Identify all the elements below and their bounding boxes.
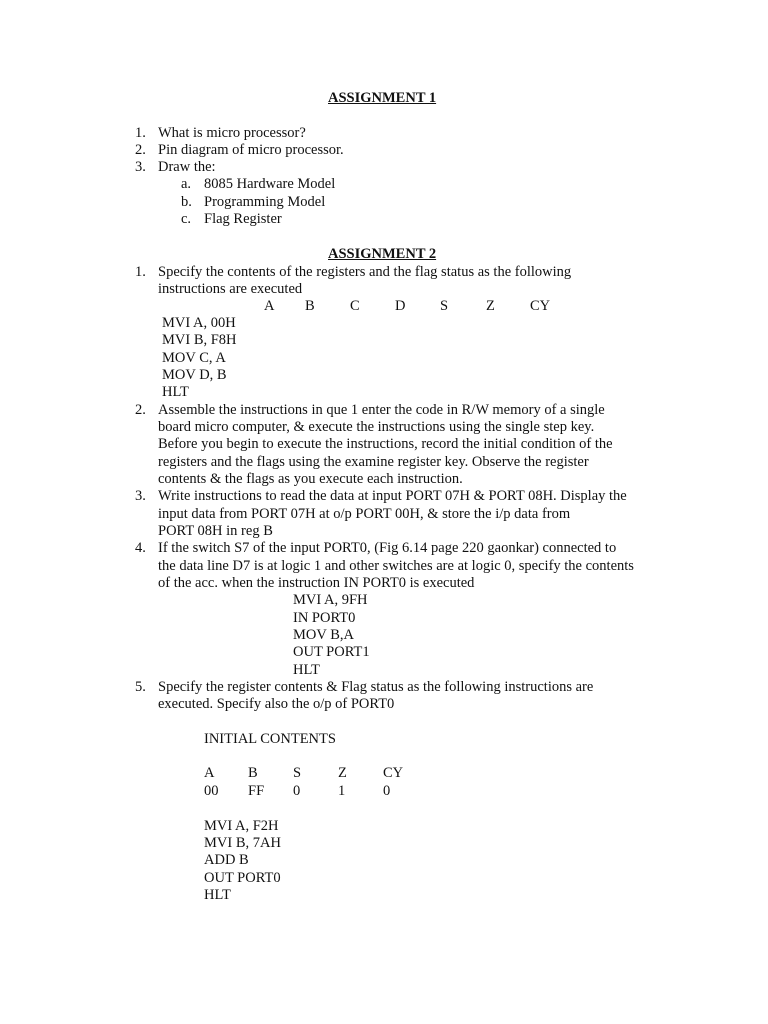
q5-number: 5. [135, 679, 146, 695]
q1-col-z: Z [486, 298, 495, 314]
q2-line-2: board micro computer, & execute the instructions using the single step key. [158, 419, 595, 435]
q2-line-5: contents & the flags as you execute each instruction. [158, 471, 463, 487]
q4-number: 4. [135, 540, 146, 556]
q5-header-cy: CY [383, 765, 404, 781]
q1-col-b: B [305, 298, 315, 314]
q1-col-s: S [440, 298, 449, 314]
q1-col-a: A [264, 298, 275, 314]
q1-line-1: Specify the contents of the registers and the flag status as the following [158, 264, 572, 280]
q5-code-line-4: OUT PORT0 [204, 870, 281, 886]
q3-number: 3. [135, 488, 146, 504]
q5-header-a: A [204, 765, 215, 781]
q4-code-line-1: MVI A, 9FH [293, 592, 368, 608]
q1-code-line-2: MVI B, F8H [162, 332, 237, 348]
q3-line-1: Write instructions to read the data at input PORT 07H & PORT 08H. Display the [158, 488, 627, 504]
q5-value-b: FF [248, 783, 265, 799]
q3-line-3: PORT 08H in reg B [158, 523, 273, 539]
a1-sub-a-text: 8085 Hardware Model [204, 176, 336, 192]
q5-line-1: Specify the register contents & Flag status as the following instructions are [158, 679, 594, 695]
q5-header-b: B [248, 765, 258, 781]
q1-col-c: C [350, 298, 360, 314]
q3-line-2: input data from PORT 07H at o/p PORT 00H, & store the i/p data from [158, 506, 571, 522]
q2-line-3: Before you begin to execute the instructions, record the initial condition of the [158, 436, 613, 452]
q5-line-2: executed. Specify also the o/p of PORT0 [158, 696, 395, 712]
q5-value-z: 1 [338, 783, 346, 799]
q1-code-line-5: HLT [162, 384, 189, 400]
a1-item-2-text: Pin diagram of micro processor. [158, 142, 344, 158]
q4-code-line-3: MOV B,A [293, 627, 354, 643]
q5-value-s: 0 [293, 783, 301, 799]
a1-item-1-number: 1. [135, 125, 146, 141]
q5-header-s: S [293, 765, 302, 781]
q1-col-cy: CY [530, 298, 551, 314]
q4-code-line-4: OUT PORT1 [293, 644, 370, 660]
q4-line-2: the data line D7 is at logic 1 and other switches are at logic 0, specify the contents [158, 558, 634, 574]
q5-value-cy: 0 [383, 783, 391, 799]
q1-code-line-4: MOV D, B [162, 367, 227, 383]
q5-code-line-3: ADD B [204, 852, 249, 868]
assignment-2-heading: ASSIGNMENT 2 [328, 246, 437, 262]
q4-line-1: If the switch S7 of the input PORT0, (Fig 6.14 page 220 gaonkar) connected to [158, 540, 617, 556]
q5-header-z: Z [338, 765, 347, 781]
a1-item-2-number: 2. [135, 142, 146, 158]
a1-item-3-text: Draw the: [158, 159, 216, 175]
a1-item-3-number: 3. [135, 159, 146, 175]
q5-code-line-5: HLT [204, 887, 231, 903]
q4-line-3: of the acc. when the instruction IN PORT0 is executed [158, 575, 475, 591]
q1-number: 1. [135, 264, 146, 280]
q1-code-line-3: MOV C, A [162, 350, 226, 366]
a1-sub-c-text: Flag Register [204, 211, 282, 227]
q1-code-line-1: MVI A, 00H [162, 315, 236, 331]
q1-col-d: D [395, 298, 406, 314]
a1-sub-c-letter: c. [181, 211, 192, 227]
a1-sub-a-letter: a. [181, 176, 192, 192]
a1-sub-b-text: Programming Model [204, 194, 326, 210]
q5-initial-contents-label: INITIAL CONTENTS [204, 731, 336, 747]
q4-code-line-5: HLT [293, 662, 320, 678]
q2-line-4: registers and the flags using the examine register key. Observe the register [158, 454, 589, 470]
q2-line-1: Assemble the instructions in que 1 enter the code in R/W memory of a single [158, 402, 605, 418]
q1-line-2: instructions are executed [158, 281, 303, 297]
a1-sub-b-letter: b. [181, 194, 192, 210]
a1-item-1-text: What is micro processor? [158, 125, 306, 141]
q5-code-line-1: MVI A, F2H [204, 818, 279, 834]
q2-number: 2. [135, 402, 146, 418]
q5-value-a: 00 [204, 783, 219, 799]
q4-code-line-2: IN PORT0 [293, 610, 356, 626]
q5-code-line-2: MVI B, 7AH [204, 835, 281, 851]
assignment-1-heading: ASSIGNMENT 1 [328, 90, 437, 106]
